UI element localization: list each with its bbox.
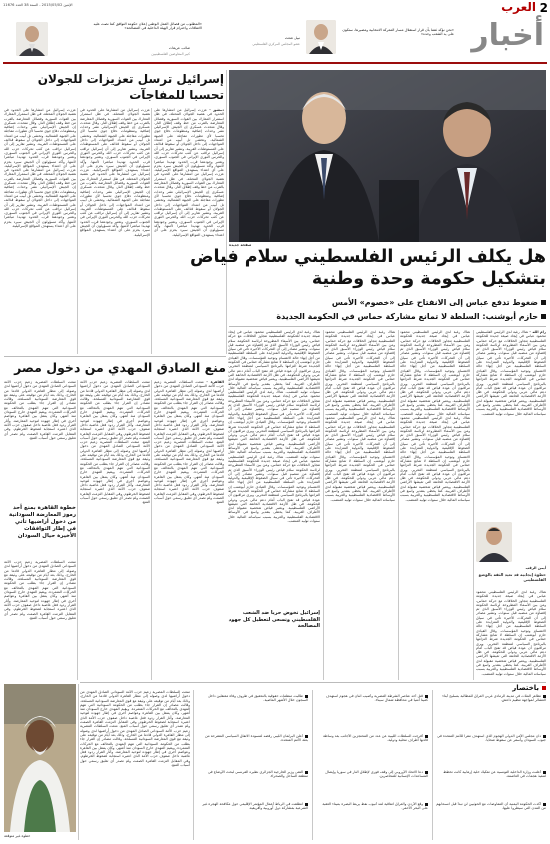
brief-item-2: دان مجلس الأمن الدولي الهجوم الذي استهدف مقرا للأمم المتحدة في جنوب السودان وأسفر عن سقوط ضحايا.: [436, 734, 546, 768]
golan-body-cont: عززت إسرائيل من انتشارها على الحدود في هضبة الجولان المحتلة، في ظل استمرار المعارك بين القوات السورية وفصائل المعارضة بالقرب من خط وقف إطلاق النار. وقال متحدث عسكري إن الجيش الإسرائيلي نشر وحدات إضافية ومنظومات دفاع جوي تحسبا لأي تطورات مفاجئة على الجبهة الشمالية. وتخشى تل أبيب من امتداد المواجهات إلى داخل الجولان أو سقوط قذائف على المستوطنات القريبة. وتشير تقارير إلى أن إسرائيل تراقب عن كثب تحركات حزب الله والحرس الثوري الإيراني في الجنوب السوري، وتعتبر وجودهما قرب الحدود تهديدا مباشرا لأمنها. وأكد مسؤولون أن الجيش سيرد بحزم على أي اعتداء يستهدف المواقع الإسرائيلية.: [154, 172, 224, 237]
brief-item-6: أفرجت السلطات الليبية عن عدد من المحتجزين الأجانب بعد وساطة قادتها أطراف محلية ودولية.: [318, 734, 428, 768]
golan-headline-2: تحسبا للمفاجآت: [129, 88, 224, 102]
main-body-2: هناك رغبة لدى الرئيس الفلسطيني محمود عباس في إيجاد صيغة جديدة للحكومة الفلسطينية تتجاوز الخلافات مع حركة حماس، ومن بين الأسماء المطروحة لرئاسة الحكومة سلام فياض رئيس الوزراء الأسبق الذي تم إقصاؤه من منصبه قبل سنوات. وتشير مصادر إلى أن التحركات الأخيرة تأتي في سياق الضغوط الإقليمية والدولية المتزايدة على السلطة الفلسطينية من أجل إنهاء حالة الانقسام وتوحيد المؤسسات. وقال القيادي حازم أبوشنب إن السلطة لا تمانع مشاركة حماس في الحكومة الجديدة شرط التزامها بالبرنامج السياسي لمنظمة التحرير. ويرى مراقبون أن عودة فياض قد تفتح الباب أمام دعم مالي عربي ودولي للحكومة، في ظل الأزمة الاقتصادية الخانقة التي تعيشها الأراضي الفلسطينية. ويعتبر فياض شخصية مقبولة لدى الأطراف الغربية، كما يحظى بتقدير واسع في الأوساط الاقتصادية الفلسطينية والعربية بسبب سياساته المالية خلال سنوات توليه المنصب.: [400, 330, 470, 416]
page-number: 2: [539, 1, 548, 15]
golan-dateline: دمشق -: [209, 108, 224, 112]
sudan-body-col-1: [154, 380, 224, 680]
inset-name: أيمن الرقب: [525, 566, 546, 570]
brief-item-10: أعلن البرلمان الليبي رفضه لمسودة الاتفاق السياسي المقترحة من بعثة الأمم المتحدة.: [200, 734, 308, 768]
quote-1-text: «نحن نؤكد ثقتنا بأن قرار استقلال مسار المعركة الانتخابية ومصيرها، ستكون على يد الشعب وحده»: [342, 28, 454, 37]
main-headline-1: هل يكلف الرئيس الفلسطيني سلام فياض: [189, 247, 546, 267]
golan-body-col-2: [80, 108, 150, 354]
brief-item-1: تظاهر المئات في مدينة الرمادي غربي العراق للمطالبة بتسليح أبناء العشائر لمواجهة تنظيم داعش.: [436, 694, 546, 732]
brief-item-8: وقع الأردن والعراق اتفاقية لمد أنبوب نفط يربط البصرة بميناء العقبة على البحر الأحمر.: [318, 802, 428, 840]
issue-line: الإثنين 2015/05/02 - السنة 38 العدد 11676: [3, 3, 73, 7]
main-photo: [229, 70, 546, 242]
main-body-4: هناك رغبة لدى الرئيس الفلسطيني محمود عباس في إيجاد صيغة جديدة للحكومة الفلسطينية تتجاوز الخلافات مع حركة حماس، ومن بين الأسماء المطروحة لرئاسة الحكومة سلام فياض رئيس الوزراء الأسبق الذي تم إقصاؤه من منصبه قبل سنوات. وتشير مصادر إلى أن التحركات الأخيرة تأتي في سياق الضغوط الإقليمية والدولية المتزايدة على السلطة الفلسطينية من أجل إنهاء حالة الانقسام وتوحيد المؤسسات. وقال القيادي حازم أبوشنب إن السلطة لا تمانع مشاركة حماس في الحكومة الجديدة شرط التزامها بالبرنامج السياسي لمنظمة التحرير. ويرى مراقبون أن عودة فياض قد تفتح الباب أمام دعم مالي عربي ودولي للحكومة، في ظل الأزمة الاقتصادية الخانقة التي تعيشها الأراضي الفلسطينية. ويعتبر فياض شخصية مقبولة لدى الأطراف الغربية، كما يحظى بتقدير واسع في الأوساط الاقتصادية الفلسطينية والعربية بسبب سياساته المالية خلال سنوات توليه المنصب.: [228, 330, 320, 395]
sudan-body-2: منعت السلطات المصرية زعيم حزب الأمة السوداني الصادق المهدي من دخول أراضيها لدى وصوله إلى مطار القاهرة الدولي قادما من الخارج، وذلك بعد أيام من توقيعه على وثيقة مع قوى المعارضة السودانية المسلحة. وقالت مصادر إن القرار جاء بطلب من الحكومة السودانية التي تتهم المهدي بالتحالف مع الحركات المتمردة. ويقيم المهدي خارج السودان منذ أشهر، وكان يتنقل بين القاهرة وعواصم أخرى في إطار جهوده لتوحيد المعارضة. وأثار القرار ردود فعل غاضبة داخل صفوف حزب الأمة الذي اعتبره استجابة لضغوط الخرطوم. وفي المقابل التزمت القاهرة الصمت ولم تصدر أي تعليق رسمي حول أسباب المنع.: [80, 380, 150, 445]
briefs-title-text: باختصار: [512, 684, 539, 692]
sudan-body-tail-b: منعت السلطات المصرية زعيم حزب الأمة السوداني الصادق المهدي من دخول أراضيها لدى وصوله إلى مطار القاهرة الدولي قادما من الخارج، وذلك بعد أيام من توقيعه على وثيقة مع قوى المعارضة السودانية المسلحة. وقالت مصادر إن القرار جاء بطلب من الحكومة السودانية التي تتهم المهدي بالتحالف مع الحركات المتمردة. ويقيم المهدي خارج السودان منذ أشهر، وكان يتنقل بين القاهرة وعواصم أخرى في إطار جهوده لتوحيد المعارضة. وأثار القرار ردود فعل غاضبة داخل صفوف حزب الأمة الذي اعتبره استجابة لضغوط الخرطوم. وفي المقابل التزمت القاهرة الصمت ولم تصدر أي تعليق رسمي حول أسباب المنع.: [80, 724, 190, 768]
sudan-body-col-2b: [80, 690, 190, 838]
golan-body-3: عززت إسرائيل من انتشارها على الحدود في هضبة الجولان المحتلة، في ظل استمرار المعارك بين القوات السورية وفصائل المعارضة بالقرب من خط وقف إطلاق النار. وقال متحدث عسكري إن الجيش الإسرائيلي نشر وحدات إضافية ومنظومات دفاع جوي تحسبا لأي تطورات مفاجئة على الجبهة الشمالية. وتخشى تل أبيب من امتداد المواجهات إلى داخل الجولان أو سقوط قذائف على المستوطنات القريبة. وتشير تقارير إلى أن إسرائيل تراقب عن كثب تحركات حزب الله والحرس الثوري الإيراني في الجنوب السوري، وتعتبر وجودهما قرب الحدود تهديدا مباشرا لأمنها. وأكد مسؤولون أن الجيش سيرد بحزم على أي اعتداء يستهدف المواقع الإسرائيلية.: [4, 108, 76, 168]
golan-body-2: عززت إسرائيل من انتشارها على الحدود في هضبة الجولان المحتلة، في ظل استمرار المعارك بين القوات السورية وفصائل المعارضة بالقرب من خط وقف إطلاق النار. وقال متحدث عسكري إن الجيش الإسرائيلي نشر وحدات إضافية ومنظومات دفاع جوي تحسبا لأي تطورات مفاجئة على الجبهة الشمالية. وتخشى تل أبيب من امتداد المواجهات إلى داخل الجولان أو سقوط قذائف على المستوطنات القريبة. وتشير تقارير إلى أن إسرائيل تراقب عن كثب تحركات حزب الله والحرس الثوري الإيراني في الجنوب السوري، وتعتبر وجودهما قرب الحدود تهديدا مباشرا لأمنها. وأكد مسؤولون أن الجيش سيرد بحزم على أي اعتداء يستهدف المواقع الإسرائيلية.: [80, 108, 150, 173]
header-red-rule: [3, 62, 547, 64]
divider: [229, 326, 546, 327]
main-headline-2: بتشكيل حكومة وحدة وطنية: [311, 269, 546, 289]
golan-body-2b: عززت إسرائيل من انتشارها على الحدود في هضبة الجولان المحتلة، في ظل استمرار المعارك بين القوات السورية وفصائل المعارضة بالقرب من خط وقف إطلاق النار. وقال متحدث عسكري إن الجيش الإسرائيلي نشر وحدات إضافية ومنظومات دفاع جوي تحسبا لأي تطورات مفاجئة على الجبهة الشمالية. وتخشى تل أبيب من امتداد المواجهات إلى داخل الجولان أو سقوط قذائف على المستوطنات القريبة. وتشير تقارير إلى أن إسرائيل تراقب عن كثب تحركات حزب الله والحرس الثوري الإيراني في الجنوب السوري، وتعتبر وجودهما قرب الحدود تهديدا مباشرا لأمنها. وأكد مسؤولون أن الجيش سيرد بحزم على أي اعتداء يستهدف المواقع الإسرائيلية.: [80, 168, 150, 237]
quote-1-name: نبيل شعث: [284, 36, 300, 40]
column-rule: [398, 330, 399, 680]
brief-item-9: طالبت منظمات حقوقية بالتحقيق في ظروف وفاة معتقلين داخل السجون خلال الأشهر الماضية.: [200, 694, 308, 732]
main-body-2b: هناك رغبة لدى الرئيس الفلسطيني محمود عباس في إيجاد صيغة جديدة للحكومة الفلسطينية تتجاوز الخلافات مع حركة حماس، ومن بين الأسماء المطروحة لرئاسة الحكومة سلام فياض رئيس الوزراء الأسبق الذي تم إقصاؤه من منصبه قبل سنوات. وتشير مصادر إلى أن التحركات الأخيرة تأتي في سياق الضغوط الإقليمية والدولية المتزايدة على السلطة الفلسطينية من أجل إنهاء حالة الانقسام وتوحيد المؤسسات. وقال القيادي حازم أبوشنب إن السلطة لا تمانع مشاركة حماس في الحكومة الجديدة شرط التزامها بالبرنامج السياسي لمنظمة التحرير. ويرى مراقبون أن عودة فياض قد تفتح الباب أمام دعم مالي عربي ودولي للحكومة، في ظل الأزمة الاقتصادية الخانقة التي تعيشها الأراضي الفلسطينية. ويعتبر فياض شخصية مقبولة لدى الأطراف الغربية، كما يحظى بتقدير واسع في الأوساط الاقتصادية الفلسطينية والعربية بسبب سياساته المالية خلال سنوات توليه المنصب.: [400, 415, 470, 502]
column-rule: [312, 690, 313, 840]
bullet-icon: [541, 300, 546, 305]
column-rule: [193, 690, 194, 840]
inset-avatar: [476, 522, 512, 562]
main-body-4b: هناك رغبة لدى الرئيس الفلسطيني محمود عباس في إيجاد صيغة جديدة للحكومة الفلسطينية تتجاوز الخلافات مع حركة حماس، ومن بين الأسماء المطروحة لرئاسة الحكومة سلام فياض رئيس الوزراء الأسبق الذي تم إقصاؤه من منصبه قبل سنوات. وتشير مصادر إلى أن التحركات الأخيرة تأتي في سياق الضغوط الإقليمية والدولية المتزايدة على السلطة الفلسطينية من أجل إنهاء حالة الانقسام وتوحيد المؤسسات. وقال القيادي حازم أبوشنب إن السلطة لا تمانع مشاركة حماس في الحكومة الجديدة شرط التزامها بالبرنامج السياسي لمنظمة التحرير. ويرى مراقبون أن عودة فياض قد تفتح الباب أمام دعم مالي عربي ودولي للحكومة، في ظل الأزمة الاقتصادية الخانقة التي تعيشها الأراضي الفلسطينية. ويعتبر فياض شخصية مقبولة لدى الأطراف الغربية، كما يحظى بتقدير واسع في الأوساط الاقتصادية الفلسطينية والعربية بسبب سياساته المالية خلال سنوات توليه المنصب.: [228, 390, 320, 459]
brief-item-3: أعلنت وزارة الداخلية التونسية عن تفكيك خلية إرهابية كانت تخطط لتنفيذ هجمات في العاصمة.: [436, 770, 546, 800]
quote-2-avatar: [16, 22, 48, 56]
sudan-dateline: القاهرة -: [206, 380, 224, 384]
brief-item-12: انطلقت في الرباط أعمال المؤتمر الإقليمي حول مكافحة الهجرة غير الشرعية بمشاركة دول أوروبية وأفريقية.: [200, 802, 308, 840]
main-body-1b: هناك رغبة لدى الرئيس الفلسطيني محمود عباس في إيجاد صيغة جديدة للحكومة الفلسطينية تتجاوز الخلافات مع حركة حماس، ومن بين الأسماء المطروحة لرئاسة الحكومة سلام فياض رئيس الوزراء الأسبق الذي تم إقصاؤه من منصبه قبل سنوات. وتشير مصادر إلى أن التحركات الأخيرة تأتي في سياق الضغوط الإقليمية والدولية المتزايدة على السلطة الفلسطينية من أجل إنهاء حالة الانقسام وتوحيد المؤسسات. وقال القيادي حازم أبوشنب إن السلطة لا تمانع مشاركة حماس في الحكومة الجديدة شرط التزامها بالبرنامج السياسي لمنظمة التحرير. ويرى مراقبون أن عودة فياض قد تفتح الباب أمام دعم مالي عربي ودولي للحكومة، في ظل الأزمة الاقتصادية الخانقة التي تعيشها الأراضي الفلسطينية. ويعتبر فياض شخصية مقبولة لدى الأطراف الغربية، كما يحظى بتقدير واسع في الأوساط الاقتصادية الفلسطينية والعربية بسبب سياساته المالية خلال سنوات توليه المنصب.: [476, 590, 546, 676]
brief-item-11: التقى وزير الخارجية الجزائري نظيره الفرنسي لبحث الأوضاع في منطقة الساحل والصحراء.: [200, 770, 308, 800]
brief-item-5: قتل أحد عناصر الشرطة المصرية وأصيب اثنان في هجوم استهدف كمينا أمنيا في محافظة شمال سيناء.: [318, 694, 428, 732]
newspaper-logo: العرب: [501, 0, 536, 14]
quote-1-title: عضو المجلس المركزي الفلسطيني: [252, 42, 300, 46]
column-rule: [226, 70, 227, 354]
sudan-body-3b: منعت السلطات المصرية زعيم حزب الأمة السوداني الصادق المهدي من دخول أراضيها لدى وصوله إلى مطار القاهرة الدولي قادما من الخارج، وذلك بعد أيام من توقيعه على وثيقة مع قوى المعارضة السودانية المسلحة. وقالت مصادر إن القرار جاء بطلب من الحكومة السودانية التي تتهم المهدي بالتحالف مع الحركات المتمردة. ويقيم المهدي خارج السودان منذ أشهر، وكان يتنقل بين القاهرة وعواصم أخرى في إطار جهوده لتوحيد المعارضة. وأثار القرار ردود فعل غاضبة داخل صفوف حزب الأمة الذي اعتبره استجابة لضغوط الخرطوم. وفي المقابل التزمت القاهرة الصمت ولم تصدر أي تعليق رسمي حول أسباب المنع.: [4, 560, 76, 620]
quote-2-title: كبير المفاوضين الفلسطينيين: [151, 52, 190, 56]
sudan-body-2b: منعت السلطات المصرية زعيم حزب الأمة السوداني الصادق المهدي من دخول أراضيها لدى وصوله إلى مطار القاهرة الدولي قادما من الخارج، وذلك بعد أيام من توقيعه على وثيقة مع قوى المعارضة السودانية المسلحة. وقالت مصادر إن القرار جاء بطلب من الحكومة السودانية التي تتهم المهدي بالتحالف مع الحركات المتمردة. ويقيم المهدي خارج السودان منذ أشهر، وكان يتنقل بين القاهرة وعواصم أخرى في إطار جهوده لتوحيد المعارضة. وأثار القرار ردود فعل غاضبة داخل صفوف حزب الأمة الذي اعتبره استجابة لضغوط الخرطوم. وفي المقابل التزمت القاهرة الصمت ولم تصدر أي تعليق رسمي حول أسباب المنع.: [80, 440, 150, 505]
main-body: هناك رغبة لدى الرئيس الفلسطيني محمود عباس في إيجاد صيغة جديدة للحكومة الفلسطينية تتجاوز الخلافات مع حركة حماس، ومن بين الأسماء المطروحة لرئاسة الحكومة سلام فياض رئيس الوزراء الأسبق الذي تم إقصاؤه من منصبه قبل سنوات. وتشير مصادر إلى أن التحركات الأخيرة تأتي في سياق الضغوط الإقليمية والدولية المتزايدة على السلطة الفلسطينية من أجل إنهاء حالة الانقسام وتوحيد المؤسسات. وقال القيادي حازم أبوشنب إن السلطة لا تمانع مشاركة حماس في الحكومة الجديدة شرط التزامها بالبرنامج السياسي لمنظمة التحرير. ويرى مراقبون أن عودة فياض قد تفتح الباب أمام دعم مالي عربي ودولي للحكومة، في ظل الأزمة الاقتصادية الخانقة التي تعيشها الأراضي الفلسطينية. ويعتبر فياض شخصية مقبولة لدى الأطراف الغربية، كما يحظى بتقدير واسع في الأوساط الاقتصادية الفلسطينية والعربية بسبب سياساته المالية خلال سنوات توليه المنصب.: [476, 330, 546, 416]
column-rule: [151, 108, 152, 354]
quote-1-avatar: [306, 20, 336, 54]
briefs-title: [512, 684, 546, 692]
column-rule: [473, 330, 474, 680]
column-rule: [432, 690, 433, 840]
inset-title: خطوة إيجابية قد تعيد الثقة بالوضع الفلسطيني: [478, 572, 546, 582]
column-rule: [77, 108, 78, 354]
sudan-body-col-2: [80, 380, 150, 680]
sudan-body-3: منعت السلطات المصرية زعيم حزب الأمة السوداني الصادق المهدي من دخول أراضيها لدى وصوله إلى مطار القاهرة الدولي قادما من الخارج، وذلك بعد أيام من توقيعه على وثيقة مع قوى المعارضة السودانية المسلحة. وقالت مصادر إن القرار جاء بطلب من الحكومة السودانية التي تتهم المهدي بالتحالف مع الحركات المتمردة. ويقيم المهدي خارج السودان منذ أشهر، وكان يتنقل بين القاهرة وعواصم أخرى في إطار جهوده لتوحيد المعارضة. وأثار القرار ردود فعل غاضبة داخل صفوف حزب الأمة الذي اعتبره استجابة لضغوط الخرطوم. وفي المقابل التزمت القاهرة الصمت ولم تصدر أي تعليق رسمي حول أسباب المنع.: [4, 380, 76, 440]
golan-body-col-1: [154, 108, 224, 354]
golan-body-3b: عززت إسرائيل من انتشارها على الحدود في هضبة الجولان المحتلة، في ظل استمرار المعارك بين القوات السورية وفصائل المعارضة بالقرب من خط وقف إطلاق النار. وقال متحدث عسكري إن الجيش الإسرائيلي نشر وحدات إضافية ومنظومات دفاع جوي تحسبا لأي تطورات مفاجئة على الجبهة الشمالية. وتخشى تل أبيب من امتداد المواجهات إلى داخل الجولان أو سقوط قذائف على المستوطنات القريبة. وتشير تقارير إلى أن إسرائيل تراقب عن كثب تحركات حزب الله والحرس الثوري الإيراني في الجنوب السوري، وتعتبر وجودهما قرب الحدود تهديدا مباشرا لأمنها. وأكد مسؤولون أن الجيش سيرد بحزم على أي اعتداء يستهدف المواقع الإسرائيلية.: [4, 168, 76, 229]
column-rule: [78, 684, 79, 840]
divider: [4, 356, 226, 357]
main-body-col-1: [476, 330, 546, 520]
sudan-body-tail: منعت السلطات المصرية زعيم حزب الأمة السوداني الصادق المهدي من دخول أراضيها لدى وصوله إلى مطار القاهرة الدولي قادما من الخارج، وذلك بعد أيام من توقيعه على وثيقة مع قوى المعارضة السودانية المسلحة. وقالت مصادر إن القرار جاء بطلب من الحكومة السودانية التي تتهم المهدي بالتحالف مع الحركات المتمردة. ويقيم المهدي خارج السودان منذ أشهر، وكان يتنقل بين القاهرة وعواصم أخرى في إطار جهوده لتوحيد المعارضة. وأثار القرار ردود فعل غاضبة داخل صفوف حزب الأمة الذي اعتبره استجابة لضغوط الخرطوم. وفي المقابل التزمت القاهرة الصمت ولم تصدر أي تعليق رسمي حول أسباب المنع.: [80, 690, 190, 729]
section-marker-icon: [542, 686, 546, 690]
sudan-body: منعت السلطات المصرية زعيم حزب الأمة السوداني الصادق المهدي من دخول أراضيها لدى وصوله إلى مطار القاهرة الدولي قادما من الخارج، وذلك بعد أيام من توقيعه على وثيقة مع قوى المعارضة السودانية المسلحة. وقالت مصادر إن القرار جاء بطلب من الحكومة السودانية التي تتهم المهدي بالتحالف مع الحركات المتمردة. ويقيم المهدي خارج السودان منذ أشهر، وكان يتنقل بين القاهرة وعواصم أخرى في إطار جهوده لتوحيد المعارضة. وأثار القرار ردود فعل غاضبة داخل صفوف حزب الأمة الذي اعتبره استجابة لضغوط الخرطوم. وفي المقابل التزمت القاهرة الصمت ولم تصدر أي تعليق رسمي حول أسباب المنع.: [154, 380, 224, 445]
sudan-body-col-3a: [4, 380, 76, 500]
main-body-col-3: [325, 330, 395, 680]
column-rule: [151, 380, 152, 680]
sudan-headline: منع الصادق المهدي من دخول مصر: [14, 360, 226, 375]
main-subhead-2: [276, 311, 546, 322]
golan-body: عززت إسرائيل من انتشارها على الحدود في هضبة الجولان المحتلة، في ظل استمرار المعارك بين القوات السورية وفصائل المعارضة بالقرب من خط وقف إطلاق النار. وقال متحدث عسكري إن الجيش الإسرائيلي نشر وحدات إضافية ومنظومات دفاع جوي تحسبا لأي تطورات مفاجئة على الجبهة الشمالية. وتخشى تل أبيب من امتداد المواجهات إلى داخل الجولان أو سقوط قذائف على المستوطنات القريبة. وتشير تقارير إلى أن إسرائيل تراقب عن كثب تحركات حزب الله والحرس الثوري الإيراني في الجنوب السوري، وتعتبر وجودهما قرب الحدود تهديدا مباشرا لأمنها. وأكد مسؤولون أن الجيش سيرد بحزم على أي اعتداء يستهدف المواقع الإسرائيلية.: [154, 108, 224, 173]
section-title: أخبار: [471, 18, 544, 53]
column-rule: [323, 330, 324, 680]
quote-2-name: صائب عريقات: [168, 46, 190, 50]
main-pull-quote: إسرائيل تخوض حربا ضد الشعب الفلسطيني وتسعى لتعطيل كل جهود المصالحة: [228, 610, 320, 629]
main-body-col-1b: [476, 590, 546, 680]
main-body-4c: هناك رغبة لدى الرئيس الفلسطيني محمود عباس في إيجاد صيغة جديدة للحكومة الفلسطينية تتجاوز الخلافات مع حركة حماس، ومن بين الأسماء المطروحة لرئاسة الحكومة سلام فياض رئيس الوزراء الأسبق الذي تم إقصاؤه من منصبه قبل سنوات. وتشير مصادر إلى أن التحركات الأخيرة تأتي في سياق الضغوط الإقليمية والدولية المتزايدة على السلطة الفلسطينية من أجل إنهاء حالة الانقسام وتوحيد المؤسسات. وقال القيادي حازم أبوشنب إن السلطة لا تمانع مشاركة حماس في الحكومة الجديدة شرط التزامها بالبرنامج السياسي لمنظمة التحرير. ويرى مراقبون أن عودة فياض قد تفتح الباب أمام دعم مالي عربي ودولي للحكومة، في ظل الأزمة الاقتصادية الخانقة التي تعيشها الأراضي الفلسطينية. ويعتبر فياض شخصية مقبولة لدى الأطراف الغربية، كما يحظى بتقدير واسع في الأوساط الاقتصادية الفلسطينية والعربية بسبب سياساته المالية خلال سنوات توليه المنصب.: [228, 454, 320, 524]
main-body-3b: هناك رغبة لدى الرئيس الفلسطيني محمود عباس في إيجاد صيغة جديدة للحكومة الفلسطينية تتجاوز الخلافات مع حركة حماس، ومن بين الأسماء المطروحة لرئاسة الحكومة سلام فياض رئيس الوزراء الأسبق الذي تم إقصاؤه من منصبه قبل سنوات. وتشير مصادر إلى أن التحركات الأخيرة تأتي في سياق الضغوط الإقليمية والدولية المتزايدة على السلطة الفلسطينية من أجل إنهاء حالة الانقسام وتوحيد المؤسسات. وقال القيادي حازم أبوشنب إن السلطة لا تمانع مشاركة حماس في الحكومة الجديدة شرط التزامها بالبرنامج السياسي لمنظمة التحرير. ويرى مراقبون أن عودة فياض قد تفتح الباب أمام دعم مالي عربي ودولي للحكومة، في ظل الأزمة الاقتصادية الخانقة التي تعيشها الأراضي الفلسطينية. ويعتبر فياض شخصية مقبولة لدى الأطراف الغربية، كما يحظى بتقدير واسع في الأوساط الاقتصادية الفلسطينية والعربية بسبب سياساته المالية خلال سنوات توليه المنصب.: [325, 415, 395, 502]
golan-body-col-3: [4, 108, 76, 354]
column-rule: [77, 380, 78, 680]
main-photo-caption: صفحة جديدة: [229, 243, 252, 247]
main-subhead-1-text: ضغوط تدفع عباس إلى الانفتاح على «خصوم» الأمس: [331, 298, 538, 307]
sudan-body-b: منعت السلطات المصرية زعيم حزب الأمة السوداني الصادق المهدي من دخول أراضيها لدى وصوله إلى مطار القاهرة الدولي قادما من الخارج، وذلك بعد أيام من توقيعه على وثيقة مع قوى المعارضة السودانية المسلحة. وقالت مصادر إن القرار جاء بطلب من الحكومة السودانية التي تتهم المهدي بالتحالف مع الحركات المتمردة. ويقيم المهدي خارج السودان منذ أشهر، وكان يتنقل بين القاهرة وعواصم أخرى في إطار جهوده لتوحيد المعارضة. وأثار القرار ردود فعل غاضبة داخل صفوف حزب الأمة الذي اعتبره استجابة لضغوط الخرطوم. وفي المقابل التزمت القاهرة الصمت ولم تصدر أي تعليق رسمي حول أسباب المنع.: [154, 440, 224, 505]
main-body-col-2: [400, 330, 470, 680]
golan-headline-1: إسرائيل ترسل تعزيزات للجولان: [37, 72, 224, 86]
main-dateline: رام الله -: [529, 330, 546, 334]
divider: [80, 682, 546, 683]
main-subhead-1: [332, 297, 546, 308]
sudan-body-col-3b: [4, 560, 76, 680]
brief-item-7: دعا الاتحاد الأوروبي إلى وقف فوري لإطلاق النار في سوريا وإيصال المساعدات الإنسانية للمحاصرين.: [318, 770, 428, 800]
quote-2-text: «المطلوب من فصائل العمل الوطني إعلان حكومة التوافق كما نصت عليه الاتفاقات واحترام قرار الهيئة الداخلية في المصالحة»: [93, 22, 202, 31]
main-subhead-2-text: حازم أبوشنب: السلطة لا تمانع مشاركة حماس في الحكومة الجديدة: [276, 312, 538, 321]
sudan-photo-caption: خطوة غير متوقعة: [4, 834, 31, 838]
sudan-photo: [4, 684, 76, 832]
main-body-3: هناك رغبة لدى الرئيس الفلسطيني محمود عباس في إيجاد صيغة جديدة للحكومة الفلسطينية تتجاوز الخلافات مع حركة حماس، ومن بين الأسماء المطروحة لرئاسة الحكومة سلام فياض رئيس الوزراء الأسبق الذي تم إقصاؤه من منصبه قبل سنوات. وتشير مصادر إلى أن التحركات الأخيرة تأتي في سياق الضغوط الإقليمية والدولية المتزايدة على السلطة الفلسطينية من أجل إنهاء حالة الانقسام وتوحيد المؤسسات. وقال القيادي حازم أبوشنب إن السلطة لا تمانع مشاركة حماس في الحكومة الجديدة شرط التزامها بالبرنامج السياسي لمنظمة التحرير. ويرى مراقبون أن عودة فياض قد تفتح الباب أمام دعم مالي عربي ودولي للحكومة، في ظل الأزمة الاقتصادية الخانقة التي تعيشها الأراضي الفلسطينية. ويعتبر فياض شخصية مقبولة لدى الأطراف الغربية، كما يحظى بتقدير واسع في الأوساط الاقتصادية الفلسطينية والعربية بسبب سياساته المالية خلال سنوات توليه المنصب.: [325, 330, 395, 416]
brief-item-4: أكدت الحكومة اليمنية أن المفاوضات مع الحوثيين لن تبدأ قبل انسحابهم من المدن التي سيطروا عليها.: [436, 802, 546, 840]
bullet-icon: [541, 314, 546, 319]
sudan-pull-quote: خطوة القاهرة بمنع أحد رموز المعارضة السودانية من دخول أراضيها تأتي في إطار التوافقات الأخيرة حيال السودان: [9, 505, 76, 539]
